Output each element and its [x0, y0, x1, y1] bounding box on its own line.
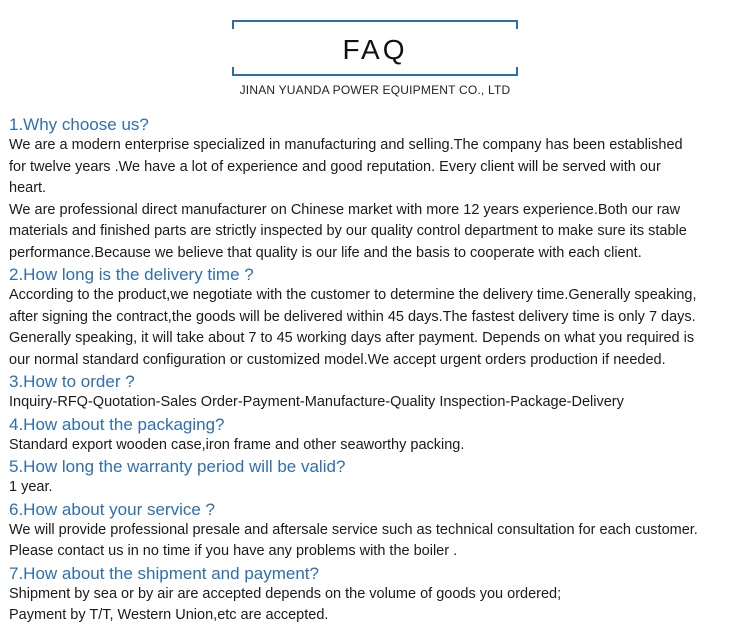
page-title: FAQ — [342, 34, 408, 65]
faq-question: 2.How long is the delivery time ? — [9, 265, 254, 284]
faq-item — [9, 456, 747, 499]
faq-answer-line: performance.Because we believe that quality is our life and the basis to cooperate with each client. — [9, 244, 642, 261]
faq-answer-line: We will provide professional presale and aftersale service such as technical consultation for each customer. — [9, 521, 698, 538]
company-name: JINAN YUANDA POWER EQUIPMENT CO., LTD — [239, 83, 511, 97]
bracket-top-line — [232, 20, 518, 22]
faq-question: 3.How to order ? — [9, 372, 135, 391]
faq-item — [9, 264, 747, 371]
faq-answer-line: for twelve years .We have a lot of experience and good reputation. Every client will be served with our — [9, 158, 661, 175]
faq-header — [0, 0, 750, 110]
faq-question: 5.How long the warranty period will be valid? — [9, 457, 346, 476]
faq-answer-line: after signing the contract,the goods will be delivered within 45 days.The fastest delivery time is only 7 days. — [9, 308, 696, 325]
faq-answer-line: materials and finished parts are strictly inspected by our quality control department to make sure its stable — [9, 223, 687, 239]
bracket-bottom-line — [232, 74, 518, 76]
faq-question: 4.How about the packaging? — [9, 414, 225, 434]
faq-item — [9, 114, 747, 264]
faq-answer-line: Please contact us in no time if you have any problems with the boiler . — [9, 543, 458, 559]
faq-answer-line: 1 year. — [9, 479, 53, 495]
faq-question: 7.How about the shipment and payment? — [9, 563, 319, 583]
faq-item — [9, 414, 747, 457]
faq-answer-line: We are professional direct manufacturer on Chinese market with more 12 years experience.Both our raw — [9, 201, 681, 218]
faq-question: 1.Why choose us? — [9, 115, 149, 134]
faq-question: 6.How about your service ? — [9, 499, 215, 519]
faq-answer-line: We are a modern enterprise specialized in manufacturing and selling.The company has been established — [9, 137, 683, 153]
faq-item — [9, 371, 747, 414]
faq-item — [9, 499, 747, 563]
faq-answer-line: Payment by T/T, Western Union,etc are accepted. — [9, 607, 329, 623]
faq-answer-line: heart. — [9, 180, 47, 196]
faq-list — [9, 114, 747, 627]
faq-answer-line: Standard export wooden case,iron frame and other seaworthy packing. — [9, 436, 465, 453]
bracket-tick — [232, 20, 234, 29]
bracket-tick — [516, 20, 518, 29]
faq-answer-line: Inquiry-RFQ-Quotation-Sales Order-Payment-Manufacture-Quality Inspection-Package-Delivery — [9, 394, 624, 410]
faq-answer-line: Shipment by sea or by air are accepted depends on the volume of goods you ordered; — [9, 585, 562, 602]
faq-answer-line: Generally speaking, it will take about 7 to 45 working days after payment. Depends on what you required is — [9, 330, 695, 346]
faq-item — [9, 563, 747, 627]
faq-answer-line: According to the product,we negotiate with the customer to determine the delivery time.Generally speaking, — [9, 287, 697, 303]
faq-answer-line: our normal standard configuration or customized model.We accept urgent orders production if needed. — [9, 351, 666, 368]
